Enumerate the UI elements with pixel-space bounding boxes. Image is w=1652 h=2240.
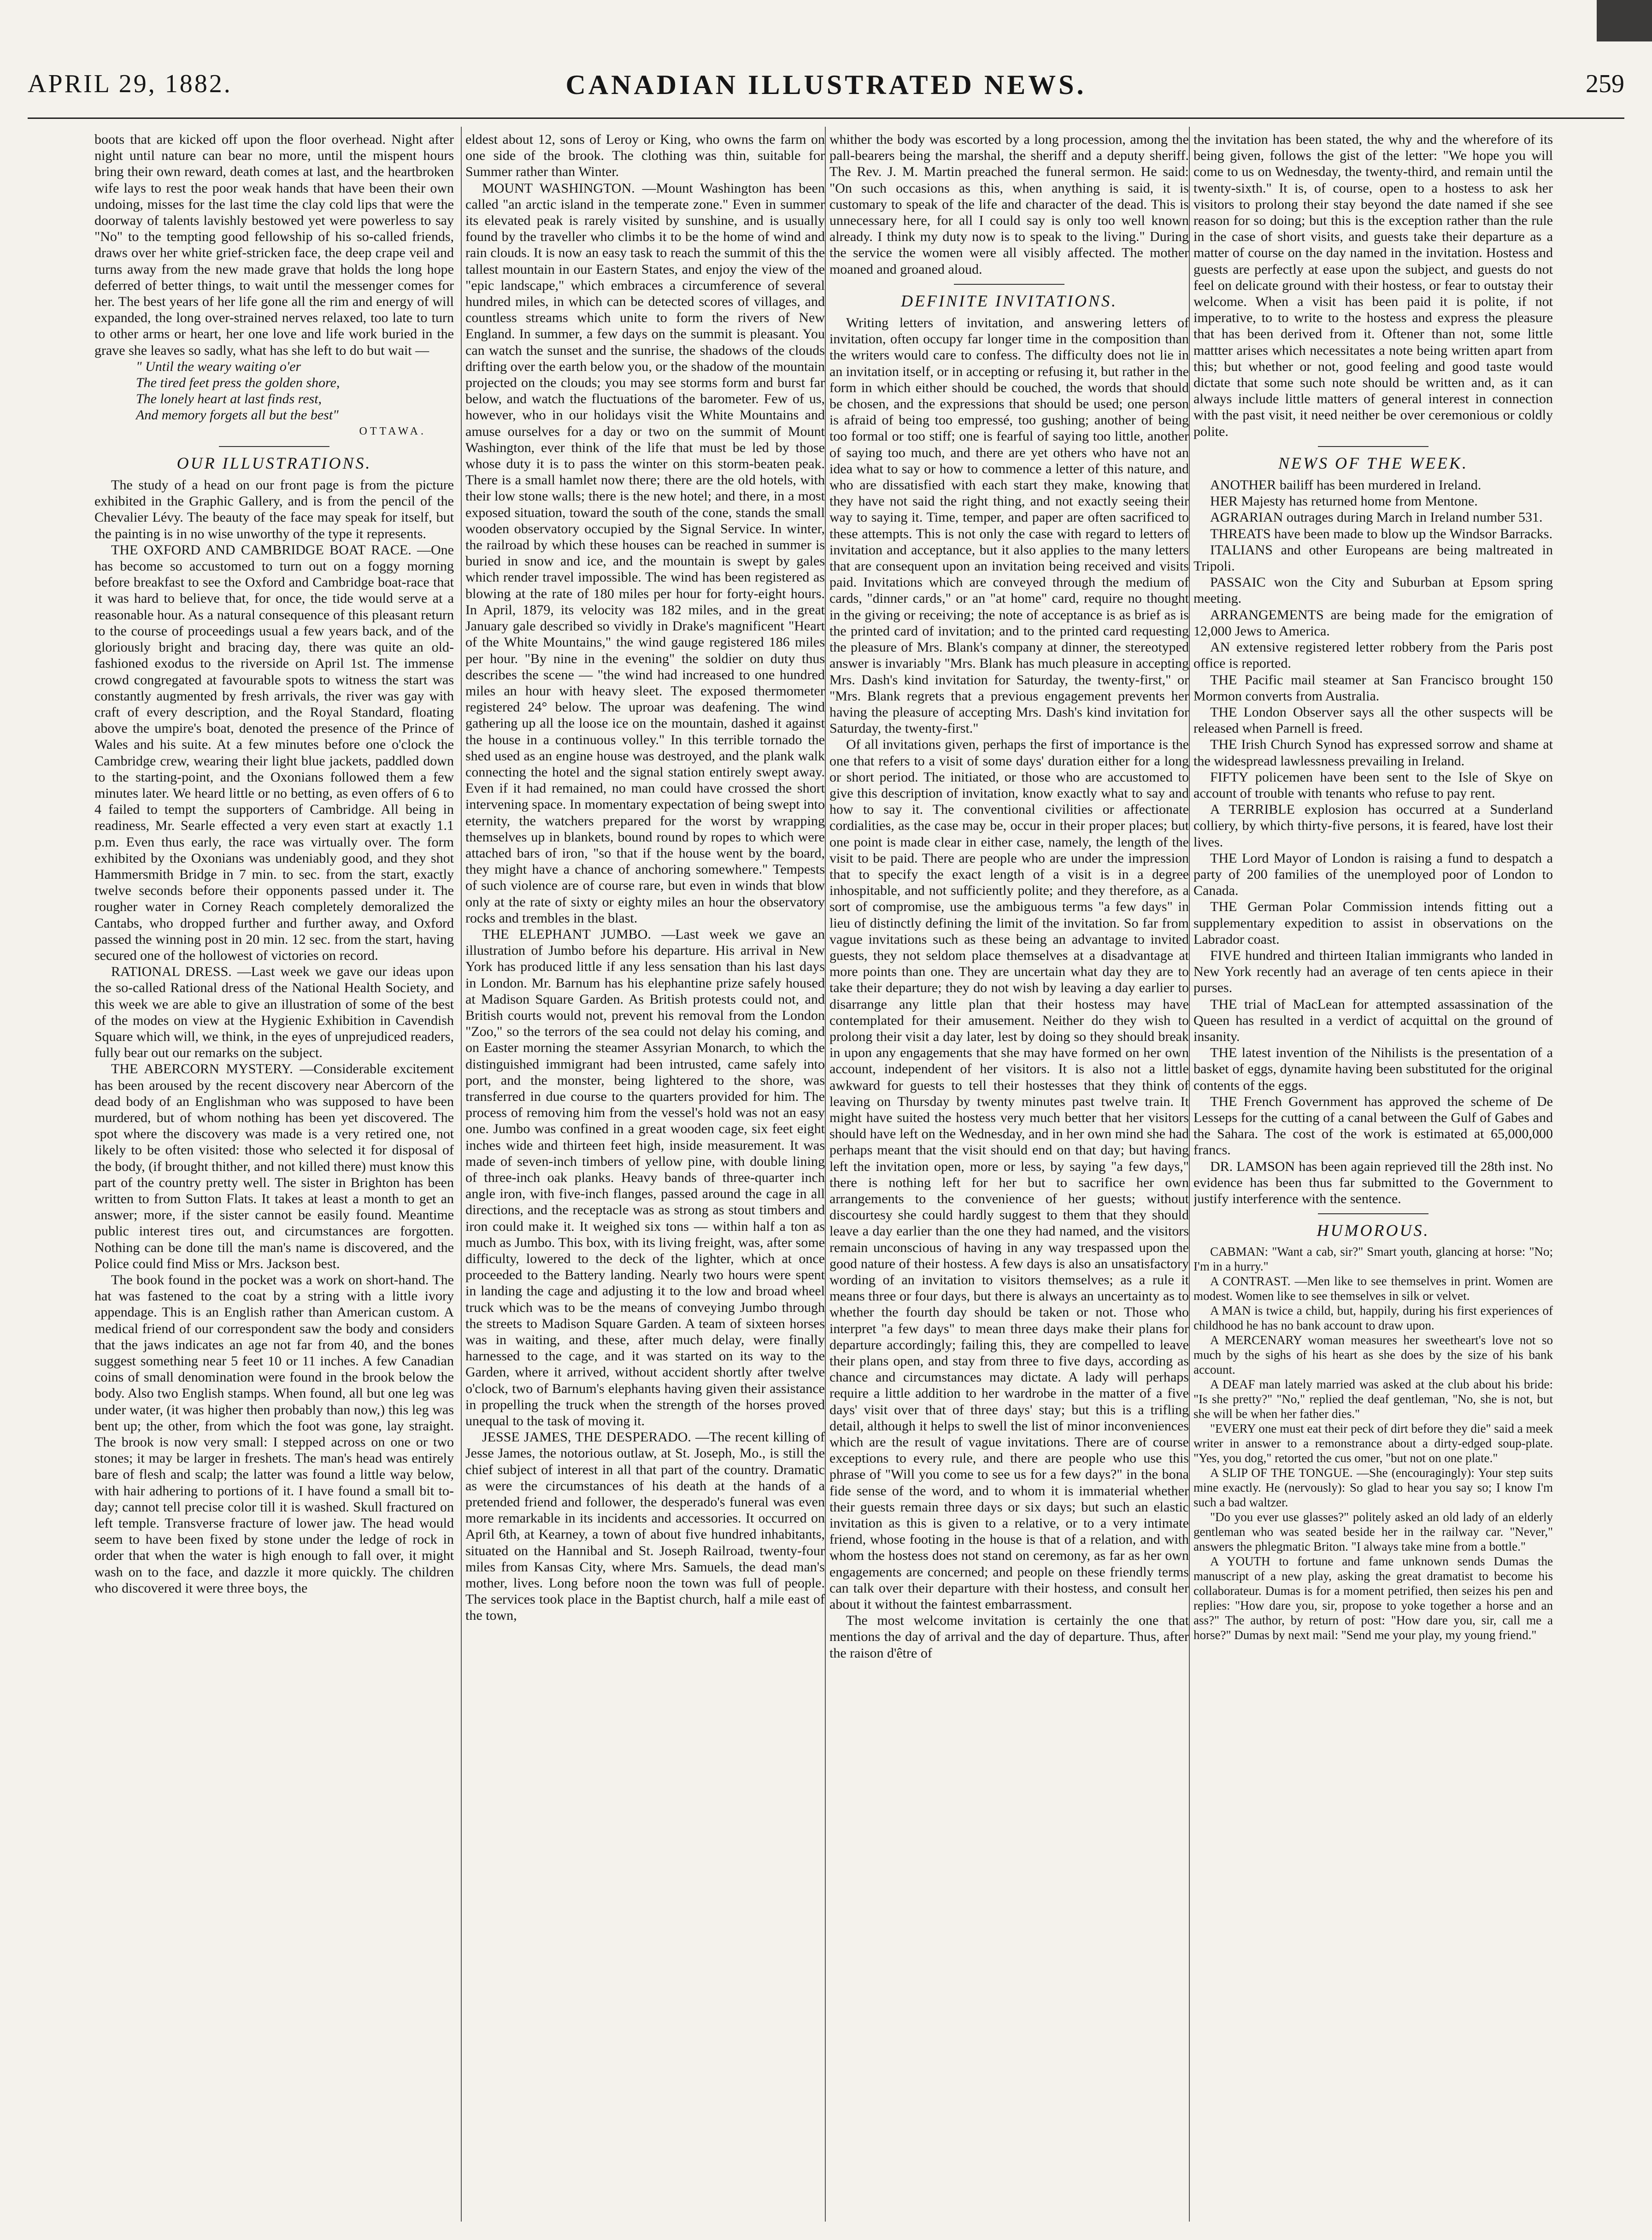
poem-line: The tired feet press the golden shore, [136, 375, 340, 391]
news-item: ITALIANS and other Europeans are being maltreated in Tripoli. [1193, 542, 1553, 574]
news-item: DR. LAMSON has been again reprieved till the 28th inst. No evidence has been thus far submitted to the Government to justify interference with the sentence. [1193, 1158, 1553, 1206]
article-paragraph: THE OXFORD AND CAMBRIDGE BOAT RACE. —One has become so accustomed to turn out on a foggy morning before breakfast to see the Oxford and Cambridge boat-race that it was hard to believe that, for once, the tide would serve at a reasonable hour. As a natural consequence of this pleasant return to the course of proceedings usual a few years back, and of the gloriously bright and bracing day, there was quite an old-fashioned exodus to the riverside on April 1st. The immense crowd congregated at favourable spots to witness the start was constantly augmented by fresh arrivals, the river was gay with craft of every description, and the Royal Standard, floating above the umpire's boat, denoted the presence of the Prince of Wales and his suite. At a few minutes before one o'clock the Cambridge crew, wearing their light blue jackets, paddled down to the starting-point, and the Oxonians followed them a few minutes later. We heard little or no betting, as even offers of 6 to 4 failed to tempt the supporters of Cambridge. All being in readiness, Mr. Searle effected a very even start at exactly 1.1 p.m. Even thus early, the race was virtually over. The form exhibited by the Oxonians was undeniably good, and they shot Hammersmith Bridge in 7 min. to sec. from the start, exactly twelve seconds before their opponents passed under it. The rougher water in Corney Reach completely demoralized the Cantabs, who dropped further and further away, and Oxford passed the winning post in 20 min. 12 sec. from the start, having secured one of the hollowest of victories on record. [94, 542, 454, 963]
page-number: 259 [1586, 70, 1624, 98]
column-divider [1189, 127, 1190, 2222]
column-2 [465, 131, 825, 1624]
news-item: HER Majesty has returned home from Mentone. [1210, 494, 1478, 509]
news-item: ARRANGEMENTS are being made for the emigration of 12,000 Jews to America. [1193, 607, 1553, 639]
news-item: PASSAIC won the City and Suburban at Epsom spring meeting. [1193, 575, 1553, 606]
news-item: THE French Government has approved the scheme of De Lesseps for the cutting of a canal between the Gulf of Gabes and the Sahara. The cost of the work is estimated at 65,000,000 francs. [1193, 1094, 1553, 1158]
article-paragraph: THE ELEPHANT JUMBO. —Last week we gave an illustration of Jumbo before his departure. His arrival in New York has produced little if any less sensation than his last days in London. Mr. Barnum has his elephantine prize safely housed at Madison Square Garden. As British protests could not, and British courts would not, prevent his removal from the London "Zoo," so the terrors of the sea could not delay his coming, and on Easter morning the steamer Assyrian Monarch, to which the distinguished immigrant had been intrusted, came safely into port, and the monster, being lightered to the shore, was transferred in due course to the quarters provided for him. The process of removing him from the vessel's hold was not an easy one. Jumbo was confined in a great wooden cage, six feet eight inches wide and thirteen feet high, inside measurement. It was made of seven-inch timbers of yellow pine, with double lining of three-inch oak planks. Heavy bands of three-quarter inch angle iron, with five-inch flanges, passed around the cage in all directions, and the receptacle was as strong as stout timbers and iron could make it. It weighed six tons — within half a ton as much as Jumbo. This box, with its living freight, was, after some difficulty, lowered to the deck of the lighter, which at once proceeded to the Battery landing. Nearly two hours were spent in landing the cage and adjusting it to the low and broad wheel truck which was to be the means of conveying Jumbo through the streets to Madison Square Garden. A team of sixteen horses was in waiting, and these, after much delay, were finally harnessed to the cage, and it was started on its way to the Garden, where it arrived, without accident shortly after twelve o'clock, two of Barnum's elephants having given their assistance in propelling the truck when the strength of the horses proved unequal to the task of moving it. [465, 926, 825, 1429]
article-paragraph: eldest about 12, sons of Leroy or King, who owns the farm on one side of the brook. The clothing was thin, suitable for Summer rather than Winter. [465, 132, 825, 180]
news-list [1193, 477, 1553, 1207]
humor-item: A MAN is twice a child, but, happily, during his first experiences of childhood he has no bank account to draw upon. [1193, 1304, 1553, 1333]
poem-line: And memory forgets all but the best" [136, 407, 339, 423]
section-heading: HUMOROUS. [1317, 1221, 1430, 1240]
article-text: boots that are kicked off upon the floor overhead. Night after night until nature can bear no more, until the mispent hours bring their own reward, death comes at last, and the heartbroken wife lays to rest the poor weak hands that have been their own undoing, misses for the last time the clay cold lips that were the doorway of talents lavishly bestowed yet were powerless to say "No" to the tempting good fellowship of his so-called friends, draws over her white grief-stricken face, the deep crape veil and turns away from the new made grave that holds the long hope deferred of better things, to wait until the messenger comes for her. The best years of her life gone all the rim and energy of will expanded, the long over-strained nerves relaxed, too late to turn to other arms or heart, her one love and life work buried in the grave she leaves so sadly, what has she left to do but wait — [94, 132, 454, 358]
section-heading: OUR ILLUSTRATIONS. [176, 453, 372, 472]
poem-line: The lonely heart at last finds rest, [136, 391, 322, 407]
article-paragraph: Of all invitations given, perhaps the first of importance is the one that refers to a visit of some days' duration either for a long or short period. The initiated, or those who are accustomed to give this description of invitation, know exactly what to say and how to say it. The conventional civilities or affectionate cordialities, as the case may be, occur in their proper places; but one point is made clear in either case, namely, the length of the visit to be paid. There are people who are under the impression that to specify the exact length of a visit is in a degree inhospitable, and not sufficiently polite; and they therefore, as a sort of compromise, use the ambiguous terms "a few days" in lieu of distinctly defining the limit of the invitation. So far from vague invitations such as these being an advantage to invited guests, they not seldom place themselves at a disadvantage at more points than one. They are uncertain what day they are to take their departure; they do not wish by leaving a day earlier to disarrange any little plan that their hostess may have contemplated for their amusement. Neither do they wish to prolong their visit a day later, lest by doing so they should break in upon any engagements that she may have formed on her own account, independent of her visitors. It is also not a little awkward for guests to tell their hostesses that they think of leaving on Thursday by twenty minutes past twelve train. It might have suited the hostess very much better that her visitors should have left on the Wednesday, and in her own mind she had perhaps meant that the visit should end on that day; but having left the invitation open, more or less, by saying "a few days," there is nothing left for her but to sacrifice her own arrangements to the convenience of her guests; without discourtesy she could hardly suggest to them that they should leave a day earlier than the one they had named, and the visitors remain unconscious of having in any way trespassed upon the good nature of their hostess. A few days is also an unsatisfactory wording of an invitation to visitors themselves; as a rule it means three or four days, but there is always an uncertainty as to whether the fourth day should be taken or not. Those who interpret "a few days" to mean three days make their plans for departure accordingly; failing this, they are compelled to leave their plans open, and stay from three to five days, according as chance and circumstances may dictate. A lady will perhaps require a little addition to her wardrobe in the matter of a five days' visit over that of three days' stay; but this is a trifling detail, although it helps to swell the list of minor inconveniences which are the result of vague invitations. There are of course exceptions to every rule, and there are people who use this phrase of "Will you come to see us for a few days?" in the bona fide sense of the word, and to whom it is immaterial whether their guests remain three days or six days; but such an elastic invitation as this is given to a relative, or to a very intimate friend, whose footing in the house is that of a relation, and with whom the hostess does not stand on ceremony, as far as her own engagements are concerned; and people on these friendly terms can talk over their departure with their hostess, and consult her about it without the faintest embarrassment. [829, 737, 1189, 1612]
column-divider [825, 127, 826, 2222]
humor-list [1193, 1244, 1553, 1642]
poem-line: " Until the weary waiting o'er [136, 359, 301, 374]
section-heading: DEFINITE INVITATIONS. [901, 291, 1117, 310]
news-item: A TERRIBLE explosion has occurred at a Sunderland colliery, by which thirty-five persons, it is feared, have lost their lives. [1193, 802, 1553, 850]
humor-item: A SLIP OF THE TONGUE. —She (encouragingly): Your step suits mine exactly. He (nervously): So glad to hear you say so; I know I'm such a bad waltzer. [1193, 1466, 1553, 1510]
humor-item: A YOUTH to fortune and fame unknown sends Dumas the manuscript of a new play, asking the great dramatist to become his collaborateur. Dumas is for a moment petrified, then seizes his pen and replies: "How dare you, sir, propose to yoke together a horse and an ass?" The author, by return of post: "How dare you, sir, call me a horse?" Dumas by next mail: "Send me your play, my young friend." [1193, 1554, 1553, 1642]
section-separator [219, 446, 329, 447]
article-paragraph: THE ABERCORN MYSTERY. —Considerable excitement has been aroused by the recent discovery near Abercorn of the dead body of an Englishman who was supposed to have been murdered, but of whom nothing has been yet discovered. The spot where the discovery was made is a very retired one, not likely to be often visited: those who selected it for disposal of the body, (if brought thither, and not killed there) must know this part of the country pretty well. The sister in Brighton has been written to from Sutton Flats. It takes at least a month to get an answer; more, if the sister cannot be easily found. Meantime public interest tires out, and circumstances are forgotten. Nothing can be done till the man's name is discovered, and the Police could find Miss or Mrs. Jackson best. [94, 1061, 454, 1271]
article-paragraph: MOUNT WASHINGTON. —Mount Washington has been called "an arctic island in the temperate zone." Even in summer its elevated peak is rarely visited by sunshine, and is usually found by the traveller who climbs it to be the home of wind and rain clouds. It is now an easy task to reach the summit of this the tallest mountain in our Eastern States, and enjoy the view of the "epic landscape," which embraces a circumference of several hundred miles, in which can be detected scores of villages, and countless streams which unite to form the rivers of New England. In summer, a few days on the summit is pleasant. You can watch the sunset and the sunrise, the shadows of the clouds drifting over the earth below you, or the shadow of the mountain projected on the clouds; you may see storms form and burst far below, and watch the fluctuations of the barometer. Few of us, however, who in our holidays visit the White Mountains and amuse ourselves for a day or two on the summit of Mount Washington, ever think of the life that must be led by those whose duty it is to pass the winter on this storm-beaten peak. There is a small hamlet now there; there are the old hotels, with their low stone walls; there is the new hotel; and there, in a most exposed situation, toward the south of the cone, stands the small wooden observatory occupied by the Signal Service. In winter, the railroad by which these houses can be reached in summer is buried in snow and ice, and the mountain is swept by gales which render travel impossible. The wind has been registered as blowing at the rate of 180 miles per hour for forty-eight hours. In April, 1879, its velocity was 182 miles, and in the great January gale described so vividly in Drake's magnificent "Heart of the White Mountains," the wind gauge registered 186 miles per hour. "By nine in the evening" the soldier on duty thus describes the scene — "the wind had increased to one hundred miles an hour with heavy sleet. The exposed thermometer registered 24° below. The uproar was deafening. The wind gathering up all the loose ice on the mountain, dashed it against the house in a continuous volley." In this terrible tornado the shed used as an engine house was destroyed, and the plank walk connecting the hotel and the signal station entirely swept away. Even if it had remained, no man could have crossed the short intervening space. In momentary expectation of being swept into eternity, the watchers prepared for the worst by wrapping themselves up in blankets, bound round by ropes to which were attached bars of iron, "so that if the house went by the board, they might have a chance of anchoring somewhere." Tempests of such violence are of course rare, but even in winds that blow only at the rate of sixty or eighty miles an hour the observatory rocks and trembles in the blast. [465, 180, 825, 926]
news-item: THE Lord Mayor of London is raising a fund to despatch a party of 200 families of the unemployed poor of London to Canada. [1193, 850, 1553, 899]
newspaper-title: CANADIAN ILLUSTRATED NEWS. [565, 70, 1087, 100]
news-item: AGRARIAN outrages during March in Ireland number 531. [1210, 510, 1543, 525]
column-4 [1193, 131, 1553, 1642]
humor-item: CABMAN: "Want a cab, sir?" Smart youth, glancing at horse: "No; I'm in a hurry." [1193, 1245, 1553, 1274]
article-paragraph: RATIONAL DRESS. —Last week we gave our ideas upon the so-called Rational dress of the National Health Society, and this week we are able to give an illustration of some of the best of the modes on view at the Hygienic Exhibition in Cavendish Square which will, we think, in the eyes of unprejudiced readers, fully bear out our remarks on the subject. [94, 964, 454, 1061]
news-item: THE Irish Church Synod has expressed sorrow and shame at the widespread lawlessness prevailing in Ireland. [1193, 737, 1553, 769]
news-item: FIVE hundred and thirteen Italian immigrants who landed in New York recently had an average of ten cents apiece in their purses. [1193, 947, 1553, 996]
section-separator [1318, 1213, 1429, 1214]
article-paragraph: The most welcome invitation is certainly the one that mentions the day of arrival and the day of departure. Thus, after the raison d'être of [829, 1613, 1189, 1661]
scan-corner-mark [1597, 0, 1652, 41]
article-text: whither the body was escorted by a long procession, among the pall-bearers being the marshal, the sheriff and a deputy sheriff. The Rev. J. M. Martin preached the funeral sermon. He said: "On such occasions as this, when anything is said, it is customary to speak of the life and character of the dead. This is unnecessary here, for all I could say is only too well known already. I think my duty now is to speak to the living." During the service the women were all visibly affected. The mother moaned and groaned aloud. [829, 132, 1189, 277]
humor-item: "EVERY one must eat their peck of dirt before they die" said a meek writer in answer to a remonstrance about a dirty-edged soup-plate. "Yes, you dog," retorted the cus omer, "but not on one plate." [1193, 1422, 1553, 1465]
dateline-signature: OTTAWA. [359, 425, 426, 437]
article-paragraph: The study of a head on our front page is from the picture exhibited in the Graphic Gallery, and is from the pencil of the Chevalier Lévy. The beauty of the face may speak for itself, but the painting is in no wise unworthy of the type it represents. [94, 477, 454, 541]
section-separator [954, 284, 1064, 285]
humor-item: A CONTRAST. —Men like to see themselves in print. Women are modest. Women like to see themselves in silk or velvet. [1193, 1274, 1553, 1303]
news-item: THREATS have been made to blow up the Windsor Barracks. [1210, 526, 1553, 541]
news-item: FIFTY policemen have been sent to the Isle of Skye on account of trouble with tenants who refuse to pay rent. [1193, 769, 1553, 801]
humor-item: A DEAF man lately married was asked at the club about his bride: "Is she pretty?" "No," replied the deaf gentleman, "No, she is not, but she will be when her father dies." [1193, 1377, 1553, 1421]
humor-item: "Do you ever use glasses?" politely asked an old lady of an elderly gentleman who was seated beside her in the railway car. "Never," answers the phlegmatic Briton. "I always take mine from a bottle." [1193, 1510, 1553, 1554]
news-item: AN extensive registered letter robbery from the Paris post office is reported. [1193, 640, 1553, 671]
section-heading: NEWS OF THE WEEK. [1278, 453, 1468, 472]
news-item: THE latest invention of the Nihilists is the presentation of a basket of eggs, dynamite having been substituted for the original contents of the eggs. [1193, 1045, 1553, 1093]
section-separator [1318, 446, 1429, 447]
masthead [28, 69, 1624, 111]
masthead-rule [28, 118, 1624, 119]
poem [94, 359, 454, 423]
news-item: THE Pacific mail steamer at San Francisco brought 150 Mormon converts from Australia. [1193, 672, 1553, 704]
issue-date: APRIL 29, 1882. [28, 70, 232, 98]
news-item: THE German Polar Commission intends fitting out a supplementary expedition to assist in observations on the Labrador coast. [1193, 899, 1553, 947]
article-paragraph: Writing letters of invitation, and answering letters of invitation, often occupy far longer time in the composition than the writers would care to confess. The difficulty does not lie in an invitation itself, or in accepting or refusing it, but rather in the form in which either should be couched, the words that should be chosen, and the expressions that should be used; one person is afraid of being too empressé, too gushing; another of being too formal or too stiff; one is fearful of saying too little, another of saying too much, and there are yet others who have not an idea what to say or how to commence a letter of this nature, and who are dissatisfied with each start they make, knowing that they have not said the right thing, and not exactly seeing their way to saying it. Time, temper, and paper are often sacrificed to these attempts. This is not only the case with regard to letters of invitation and acceptance, but it also applies to the many letters that are consequent upon an invitation being received and visits paid. Invitations which are conveyed through the medium of cards, "dinner cards," or an "at home" card, require no thought in the giving or receiving; the note of acceptance is as brief as is the printed card of invitation; and to the printed card requesting the pleasure of Mrs. Blank's company at dinner, the stereotyped answer is invariably "Mrs. Blank has much pleasure in accepting Mrs. Dash's kind invitation for Saturday, the twenty-first," or "Mrs. Blank regrets that a previous engagement prevents her having the pleasure of accepting Mrs. Dash's kind invitation for Saturday, the twenty-first." [829, 315, 1189, 736]
news-item: THE trial of MacLean for attempted assassination of the Queen has resulted in a verdict of acquittal on the ground of insanity. [1193, 996, 1553, 1044]
article-paragraph: The book found in the pocket was a work on short-hand. The hat was fastened to the coat by a string with a little ivory appendage. This is an English rather than American custom. A medical friend of our correspondent saw the body and considers that the jaws indicates an age not far from 40, and the bones suggest something near 5 feet 10 or 11 inches. A few Canadian coins of small denomination were found in the brook below the body. Also two English stamps. When found, all but one leg was under water, (it was higher then probably than now,) this leg was bent up; the other, from which the foot was gone, lay straight. The brook is now very small: I stepped across on one or two stones; it may be larger in freshets. The man's head was entirely bare of flesh and scalp; the latter was found a little way below, with hair adhering to portions of it. I have found a small bit to-day; cannot tell precise color till it is washed. Skull fractured on left temple. Transverse fracture of lower jaw. The head would seem to have been fixed by stone under the ledge of rock in order that when the water is high enough to fall over, it might wash on to the face, and dazzle it more quickly. The children who discovered it were three boys, the [94, 1272, 454, 1596]
article-text: the invitation has been stated, the why and the wherefore of its being given, follows the gist of the letter: "We hope you will come to us on Wednesday, the twenty-third, and remain until the twenty-sixth." It is, of course, open to a hostess to ask her visitors to prolong their stay beyond the date named if she see reason for so doing; but this is the exception rather than the rule in the case of short visits, and guests take their departure as a matter of course on the day named in the invitation. Hostess and guests are perfectly at ease upon the subject, and guests do not feel on delicate ground with their hostess, or fear to outstay their welcome. When a visit has been paid it is polite, if not imperative, to to write to the hostess and express the pleasure that has been derived from it. Oftener than not, some little mattter arises which necessitates a note being written apart from this; but whether or not, good feeling and good taste would dictate that some such note should be written and, as it can always include little matters of general interest in connection with the past visit, it need neither be over ceremonious or coldly polite. [1193, 132, 1553, 439]
news-item: THE London Observer says all the other suspects will be released when Parnell is freed. [1193, 704, 1553, 736]
column-divider [461, 127, 462, 2222]
column-1 [94, 131, 454, 1596]
article-paragraph: JESSE JAMES, THE DESPERADO. —The recent killing of Jesse James, the notorious outlaw, at St. Joseph, Mo., is still the chief subject of interest in all that part of the country. Dramatic as were the circumstances of his death at the hands of a pretended friend and follower, the desperado's funeral was even more remarkable in its incidents and accessories. It occurred on April 6th, at Kearney, a town of about five hundred inhabitants, situated on the Hannibal and St. Joseph Railroad, twenty-four miles from Kansas City, where Mrs. Samuels, the dead man's mother, lives. Long before noon the town was full of people. The services took place in the Baptist church, half a mile east of the town, [465, 1429, 825, 1623]
column-3 [829, 131, 1189, 1661]
news-item: ANOTHER bailiff has been murdered in Ireland. [1210, 477, 1482, 493]
humor-item: A MERCENARY woman measures her sweetheart's love not so much by the sighs of his heart as she does by the size of his bank account. [1193, 1333, 1553, 1377]
